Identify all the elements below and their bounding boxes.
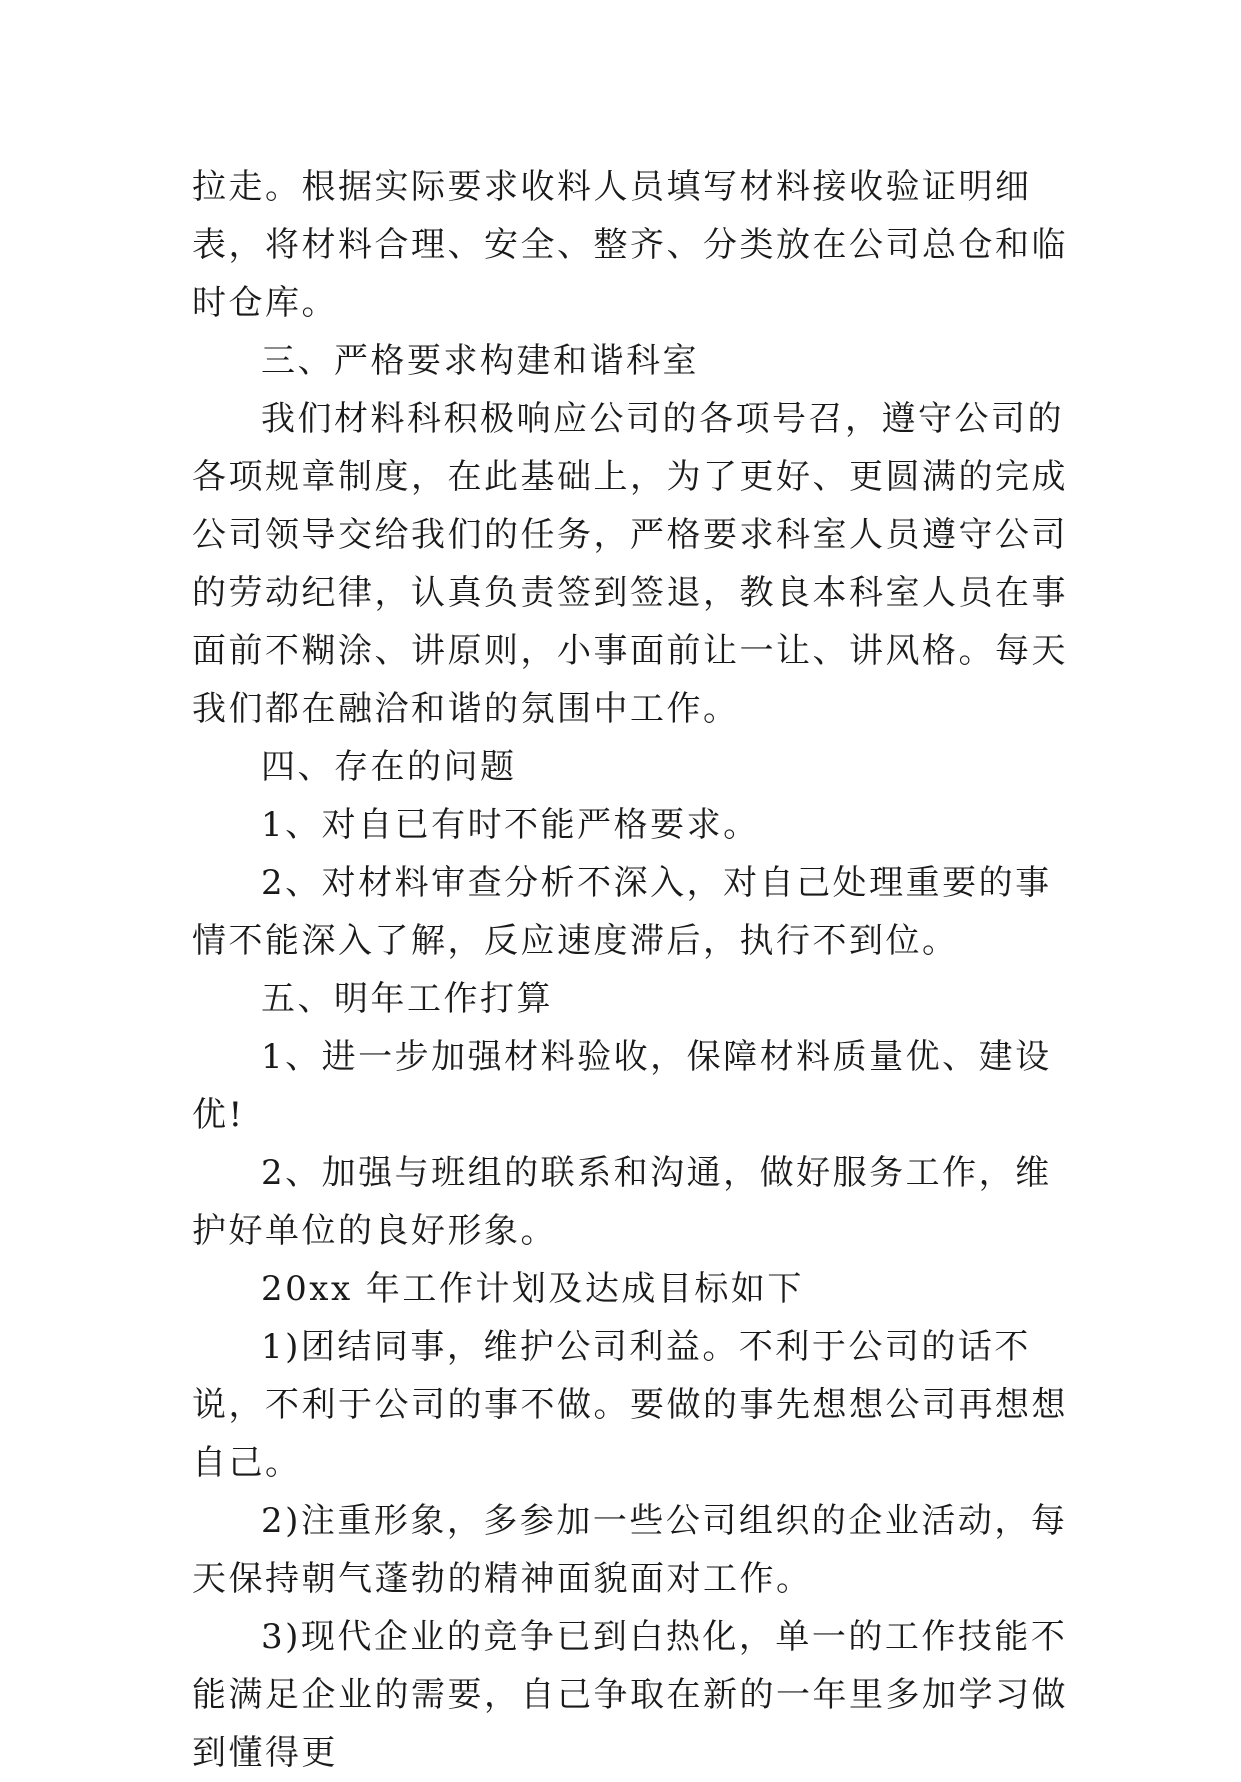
section-heading-3: 三、严格要求构建和谐科室 <box>261 341 699 381</box>
plan-heading: 20xx 年工作计划及达成目标如下 <box>261 1269 804 1309</box>
paragraph-continuation: 拉走。根据实际要求收料人员填写材料接收验证明细表，将材料合理、安全、整齐、分类放在公司总仓和临时仓库。 <box>192 167 1068 323</box>
list-item: 2)注重形象，多参加一些公司组织的企业活动，每天保持朝气蓬勃的精神面貌面对工作。 <box>192 1501 1068 1599</box>
list-item: 3)现代企业的竞争已到白热化，单一的工作技能不能满足企业的需要，自己争取在新的一年里多加学习做到懂得更 <box>192 1617 1068 1773</box>
list-item: 1、对自已有时不能严格要求。 <box>261 805 760 845</box>
list-item: 2、加强与班组的联系和沟通，做好服务工作，维护好单位的良好形象。 <box>192 1153 1052 1251</box>
list-item: 2、对材料审查分析不深入，对自己处理重要的事情不能深入了解，反应速度滞后，执行不到位。 <box>192 863 1052 961</box>
section-heading-4: 四、存在的问题 <box>261 747 517 787</box>
section-heading-5: 五、明年工作打算 <box>261 979 553 1019</box>
list-item: 1)团结同事，维护公司利益。不利于公司的话不说，不利于公司的事不做。要做的事先想想公司再想想自己。 <box>192 1327 1068 1483</box>
document-body <box>192 158 1072 1782</box>
paragraph-body: 我们材料科积极响应公司的各项号召，遵守公司的各项规章制度，在此基础上，为了更好、更圆满的完成公司领导交给我们的任务，严格要求科室人员遵守公司的劳动纪律，认真负责签到签退，教良本科室人员在事面前不糊涂、讲原则，小事面前让一让、讲风格。每天我们都在融洽和谐的氛围中工作。 <box>192 399 1068 729</box>
list-item: 1、进一步加强材料验收，保障材料质量优、建设优! <box>192 1037 1052 1135</box>
